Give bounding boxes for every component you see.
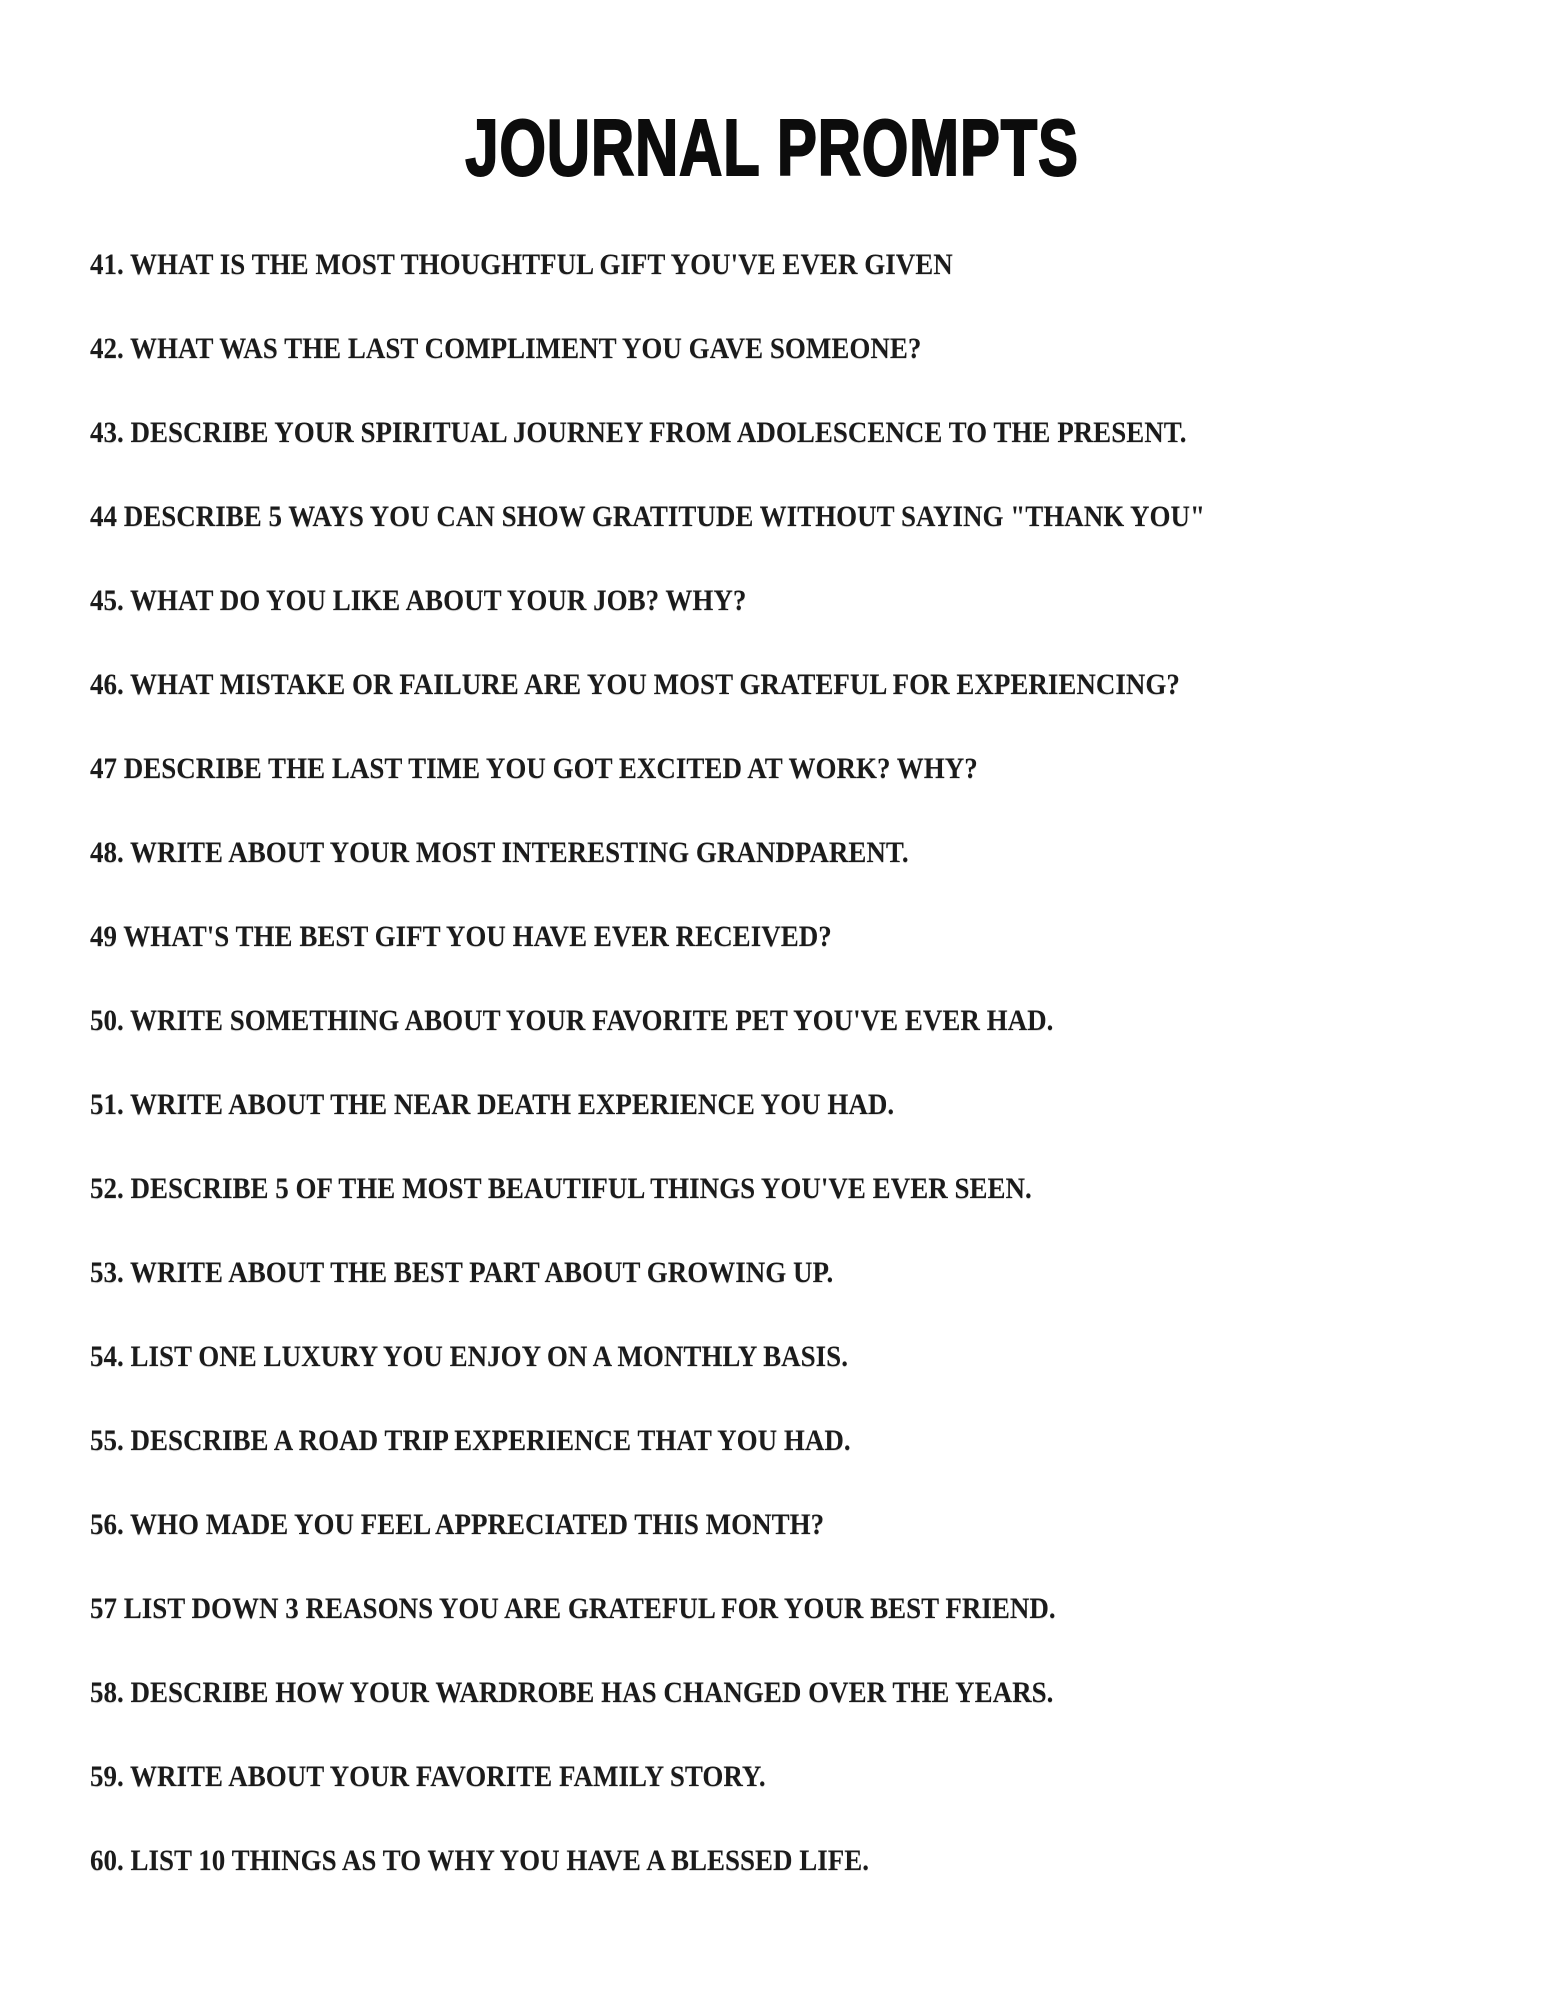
prompt-item-51: 51. WRITE ABOUT THE NEAR DEATH EXPERIENCE YOU HAD. [90, 1088, 895, 1121]
prompt-item-42: 42. WHAT WAS THE LAST COMPLIMENT YOU GAVE SOMEONE? [90, 332, 922, 365]
prompt-item-48: 48. WRITE ABOUT YOUR MOST INTERESTING GRANDPARENT. [90, 836, 909, 869]
prompt-item-57: 57 LIST DOWN 3 REASONS YOU ARE GRATEFUL FOR YOUR BEST FRIEND. [90, 1592, 1056, 1625]
prompt-item-49: 49 WHAT'S THE BEST GIFT YOU HAVE EVER RECEIVED? [90, 920, 832, 953]
prompt-item-58: 58. DESCRIBE HOW YOUR WARDROBE HAS CHANGED OVER THE YEARS. [90, 1676, 1054, 1709]
prompt-item-60: 60. LIST 10 THINGS AS TO WHY YOU HAVE A BLESSED LIFE. [90, 1844, 870, 1877]
prompt-item-56: 56. WHO MADE YOU FEEL APPRECIATED THIS MONTH? [90, 1508, 825, 1541]
prompt-item-44: 44 DESCRIBE 5 WAYS YOU CAN SHOW GRATITUDE WITHOUT SAYING "THANK YOU" [90, 500, 1205, 533]
prompt-item-46: 46. WHAT MISTAKE OR FAILURE ARE YOU MOST GRATEFUL FOR EXPERIENCING? [90, 668, 1180, 701]
prompt-item-59: 59. WRITE ABOUT YOUR FAVORITE FAMILY STORY. [90, 1760, 766, 1793]
page-title [0, 103, 1545, 192]
prompt-item-50: 50. WRITE SOMETHING ABOUT YOUR FAVORITE PET YOU'VE EVER HAD. [90, 1004, 1054, 1037]
prompt-item-53: 53. WRITE ABOUT THE BEST PART ABOUT GROWING UP. [90, 1256, 834, 1289]
prompt-item-52: 52. DESCRIBE 5 OF THE MOST BEAUTIFUL THINGS YOU'VE EVER SEEN. [90, 1172, 1032, 1205]
prompt-item-43: 43. DESCRIBE YOUR SPIRITUAL JOURNEY FROM ADOLESCENCE TO THE PRESENT. [90, 416, 1187, 449]
prompt-item-54: 54. LIST ONE LUXURY YOU ENJOY ON A MONTHLY BASIS. [90, 1340, 848, 1373]
prompt-item-55: 55. DESCRIBE A ROAD TRIP EXPERIENCE THAT YOU HAD. [90, 1424, 851, 1457]
prompt-item-47: 47 DESCRIBE THE LAST TIME YOU GOT EXCITED AT WORK? WHY? [90, 752, 978, 785]
page-title-text: JOURNAL PROMPTS [465, 103, 1080, 192]
prompt-list [0, 247, 1545, 1879]
prompt-item-45: 45. WHAT DO YOU LIKE ABOUT YOUR JOB? WHY? [90, 584, 747, 617]
prompt-item-41: 41. WHAT IS THE MOST THOUGHTFUL GIFT YOU'VE EVER GIVEN [90, 248, 953, 281]
